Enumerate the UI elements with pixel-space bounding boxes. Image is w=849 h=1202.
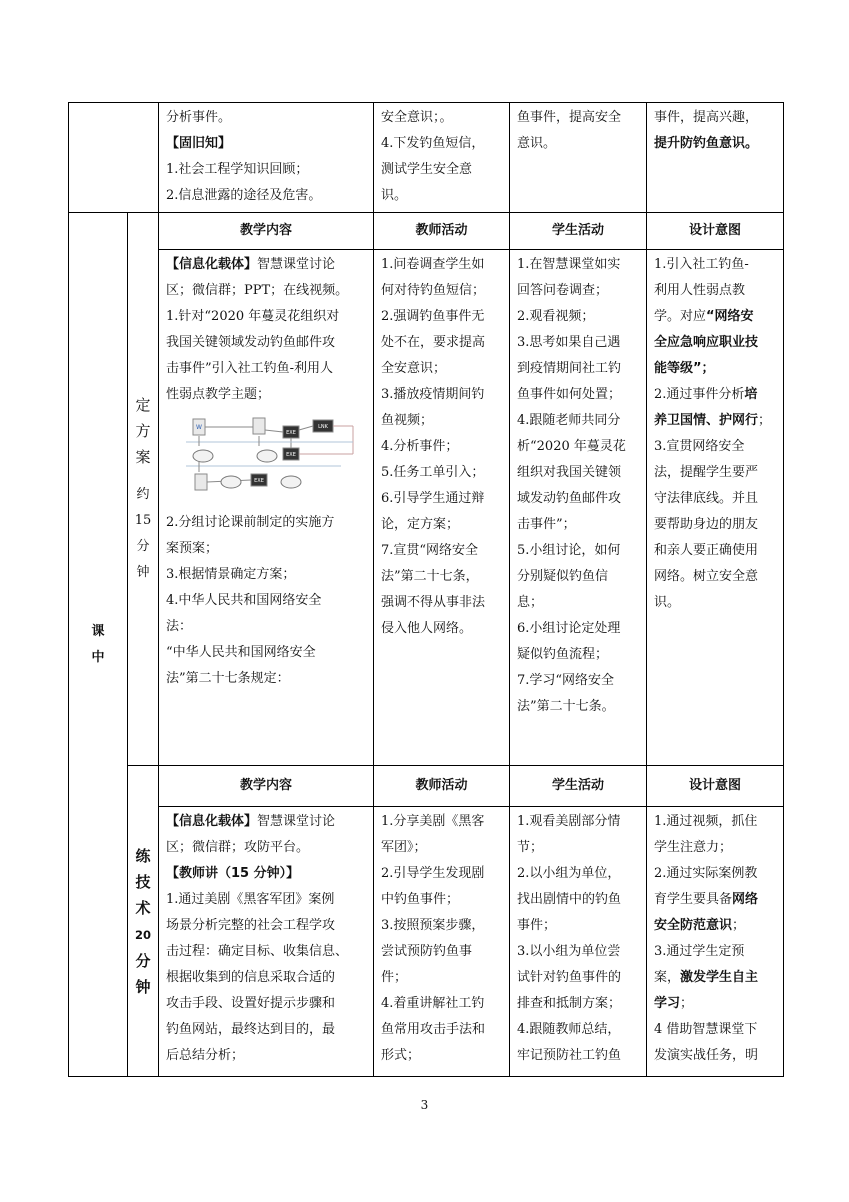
text-line: 提升防钓鱼意识。 <box>654 136 759 151</box>
text-line <box>654 486 777 512</box>
lesson-plan-table <box>68 102 784 1077</box>
text-run: 击过程：确定目标、收集信息、 <box>166 944 349 959</box>
text-line: 3.根据情景确定方案； <box>166 567 296 582</box>
teacher-cell <box>374 103 510 213</box>
text-line <box>166 1017 367 1043</box>
table-row <box>69 213 784 250</box>
text-line <box>166 965 367 991</box>
text-line: 4.分析事件； <box>381 439 459 454</box>
text-line: 试针对钓鱼事件的 <box>517 970 622 985</box>
text-line <box>166 1043 367 1069</box>
text-line: 找出剧情中的钓鱼 <box>517 892 622 907</box>
text-line <box>654 564 777 590</box>
text-line: 节； <box>517 840 544 855</box>
text-line: 法”第二十七条。 <box>517 699 615 714</box>
text-line <box>654 1017 777 1043</box>
text-run: 3.通过学生定预 <box>654 944 745 959</box>
text-line: 案预案； <box>166 541 219 556</box>
text-line: 1.分享美剧《黑客 <box>381 814 485 829</box>
text-line: 域发动钓鱼邮件攻 <box>517 491 622 506</box>
text-line: 2.以小组为单位， <box>517 866 621 881</box>
stage-char: 课 <box>91 623 105 639</box>
text-line: 测试学生安全意 <box>381 162 473 177</box>
text-run: 击事件”引入社工钓鱼-利用人 <box>166 361 334 376</box>
text-run: 要帮助身边的朋友 <box>654 517 759 532</box>
text-run: 4 借助智慧课堂下 <box>654 1022 758 1037</box>
section-char: 定 <box>135 396 151 414</box>
text-line: 法”第二十七条， <box>381 569 479 584</box>
table-row <box>69 766 784 807</box>
text-line: 7.学习“网络安全 <box>517 673 615 688</box>
text-line: 1.社会工程学知识回顾； <box>166 162 309 177</box>
text-line <box>166 861 367 887</box>
text-line <box>654 512 777 538</box>
bold-text: 【教师讲（15 分钟）】 <box>166 866 300 881</box>
text-line <box>654 913 777 939</box>
text-line <box>654 887 777 913</box>
section-char: 案 <box>135 448 151 466</box>
text-line: 7.宣贯“网络安全 <box>381 543 479 558</box>
text-line <box>166 913 367 939</box>
text-line <box>654 538 777 564</box>
text-line <box>166 939 367 965</box>
teacher-cell <box>374 807 510 1077</box>
stage-label-in-class <box>69 213 128 1077</box>
text-run: 3.宣贯网络安全 <box>654 439 745 454</box>
text-line: 鱼事件如何处置； <box>517 387 622 402</box>
text-run: 攻击手段、设置好提示步骤和 <box>166 996 336 1011</box>
text-line: 法： <box>166 619 193 634</box>
section-time: 分 <box>135 951 151 970</box>
text-run: 后总结分析； <box>166 1048 245 1063</box>
table-row <box>69 807 784 1077</box>
text-line <box>166 330 367 356</box>
text-line: 牢记预防社工钓鱼 <box>517 1048 622 1063</box>
bold-text: 学习 <box>654 996 681 1011</box>
bold-text: 安全防范意识 <box>654 918 733 933</box>
text-line: 鱼视频； <box>381 413 434 428</box>
section-time: 钟 <box>136 565 150 580</box>
empty-cell <box>69 103 159 213</box>
header-content: 教学内容 <box>159 766 374 807</box>
text-run: ； <box>758 413 772 428</box>
header-teacher: 教师活动 <box>374 213 510 250</box>
text-line: 论，定方案； <box>381 517 460 532</box>
text-line: 3.思考如果自己遇 <box>517 335 621 350</box>
text-run: 学生注意力； <box>654 840 733 855</box>
diagram-label: LNK <box>318 424 328 430</box>
text-run: ； <box>732 918 746 933</box>
section-label-practice <box>128 766 159 1077</box>
text-line <box>654 434 777 460</box>
bold-text: 养卫国情、护网行 <box>654 413 759 428</box>
text-line <box>654 835 777 861</box>
table-row <box>69 250 784 766</box>
header-student: 学生活动 <box>510 766 647 807</box>
text-line: 2.信息泄露的途径及危害。 <box>166 188 322 203</box>
text-run: 智慧课堂讨论 <box>257 814 336 829</box>
text-run: 守法律底线。并且 <box>654 491 759 506</box>
text-line: 6.引导学生通过辩 <box>381 491 485 506</box>
text-line <box>654 991 777 1017</box>
text-run: 育学生要具备 <box>654 892 733 907</box>
design-cell <box>647 103 784 213</box>
content-cell <box>159 103 374 213</box>
design-cell <box>647 807 784 1077</box>
text-line: 事件； <box>517 918 557 933</box>
text-line <box>654 304 777 330</box>
teacher-cell <box>374 250 510 766</box>
text-line: 4.中华人民共和国网络安全 <box>166 593 322 608</box>
bold-text: 能等级”； <box>654 361 715 376</box>
text-run: 2.通过实际案例教 <box>654 866 758 881</box>
section-time: 20 <box>134 927 151 942</box>
text-run: 和亲人要正确使用 <box>654 543 759 558</box>
bold-text: 【信息化载体】 <box>166 257 258 272</box>
header-design: 设计意图 <box>647 213 784 250</box>
bold-text: “网络安 <box>706 309 754 324</box>
text-line <box>166 278 367 304</box>
text-line: 形式； <box>381 1048 421 1063</box>
text-run: 1.针对“2020 年蔓灵花组织对 <box>166 309 340 324</box>
text-run: 1.通过美剧《黑客军团》案例 <box>166 892 335 907</box>
text-line: 件； <box>381 970 408 985</box>
text-line: 1.观看美剧部分情 <box>517 814 621 829</box>
page-number: 3 <box>420 1098 429 1112</box>
text-line: 析“2020 年蔓灵花 <box>517 439 626 454</box>
text-line <box>166 809 367 835</box>
text-line <box>654 356 777 382</box>
text-line: 2.引导学生发现剧 <box>381 866 485 881</box>
text-run: 我国关键领域发动钓鱼邮件攻 <box>166 335 336 350</box>
text-line: 4.下发钓鱼短信， <box>381 136 485 151</box>
text-run: 识。 <box>654 595 681 610</box>
text-line <box>654 861 777 887</box>
text-run: 区；微信群；攻防平台。 <box>166 840 310 855</box>
text-line <box>166 304 367 330</box>
diagram-label: EXE <box>254 478 264 484</box>
text-line: 6.小组讨论定处理 <box>517 621 621 636</box>
header-student: 学生活动 <box>510 213 647 250</box>
text-line: 军团》； <box>381 840 427 855</box>
text-line <box>654 408 777 434</box>
text-line <box>654 809 777 835</box>
text-run: 1.引入社工钓鱼- <box>654 257 749 272</box>
section-time: 约 <box>136 487 150 502</box>
text-line: 1.问卷调查学生如 <box>381 257 485 272</box>
design-cell <box>647 250 784 766</box>
text-line <box>654 278 777 304</box>
text-run: 利用人性弱点教 <box>654 283 746 298</box>
text-line <box>654 460 777 486</box>
header-content: 教学内容 <box>159 213 374 250</box>
text-line <box>654 330 777 356</box>
text-run: 钓鱼网站，最终达到目的，最 <box>166 1022 336 1037</box>
text-line: 【固旧知】 <box>166 136 232 151</box>
text-line: 侵入他人网络。 <box>381 621 473 636</box>
text-line: 5.小组讨论，如何 <box>517 543 621 558</box>
text-run: 区；微信群；PPT；在线视频。 <box>166 283 349 298</box>
text-line <box>654 1043 777 1069</box>
text-line: 5.任务工单引入； <box>381 465 485 480</box>
text-run: 发演实战任务，明 <box>654 1048 759 1063</box>
stage-char: 中 <box>91 649 105 665</box>
text-line <box>166 382 367 408</box>
text-line: 意识。 <box>517 136 557 151</box>
text-line <box>654 382 777 408</box>
section-time: 分 <box>136 539 150 554</box>
text-line: 息； <box>517 595 544 610</box>
phishing-flow-diagram <box>171 414 361 506</box>
text-line: 1.在智慧课堂如实 <box>517 257 621 272</box>
text-line: 到疫情期间社工钓 <box>517 361 622 376</box>
text-run: 法，提醒学生要严 <box>654 465 759 480</box>
header-teacher: 教师活动 <box>374 766 510 807</box>
text-line: 组织对我国关键领 <box>517 465 622 480</box>
text-line: 处不在，要求提高 <box>381 335 486 350</box>
text-line <box>654 252 777 278</box>
bold-text: 【信息化载体】 <box>166 814 258 829</box>
text-line: 4.跟随老师共同分 <box>517 413 621 428</box>
section-char: 技 <box>135 872 151 891</box>
text-line: 4.着重讲解社工钓 <box>381 996 485 1011</box>
bold-text: 网络 <box>732 892 759 907</box>
text-line <box>166 991 367 1017</box>
text-line: 识。 <box>381 188 408 203</box>
text-line: 尝试预防钓鱼事 <box>381 944 473 959</box>
text-line: 分析事件。 <box>166 110 232 125</box>
content-cell <box>159 807 374 1077</box>
text-line <box>166 835 367 861</box>
text-run: 2.通过事件分析 <box>654 387 745 402</box>
text-line: 疑似钓鱼流程； <box>517 647 609 662</box>
bold-text: 培 <box>744 387 758 402</box>
table-row <box>69 103 784 213</box>
text-line: “中华人民共和国网络安全 <box>166 645 316 660</box>
text-line <box>166 252 367 278</box>
header-design: 设计意图 <box>647 766 784 807</box>
text-line: 分别疑似钓鱼信 <box>517 569 609 584</box>
text-line <box>654 965 777 991</box>
bold-text: 激发学生自主 <box>680 970 759 985</box>
section-char: 练 <box>135 846 151 865</box>
section-char: 方 <box>135 422 151 440</box>
text-run: 网络。树立安全意 <box>654 569 759 584</box>
text-run: 场景分析完整的社会工程学攻 <box>166 918 336 933</box>
text-line: 2.分组讨论课前制定的实施方 <box>166 515 335 530</box>
text-run: 案， <box>654 970 681 985</box>
text-line: 2.观看视频； <box>517 309 595 324</box>
text-line: 4.跟随教师总结， <box>517 1022 621 1037</box>
text-run: 1.通过视频，抓住 <box>654 814 758 829</box>
section-time: 钟 <box>135 977 151 996</box>
bold-text: 全应急响应职业技 <box>654 335 759 350</box>
text-line: 法”第二十七条规定： <box>166 671 290 686</box>
text-line: 排查和抵制方案； <box>517 996 622 1011</box>
section-time: 15 <box>134 513 152 528</box>
text-run: 学。对应 <box>654 309 707 324</box>
student-cell <box>510 250 647 766</box>
diagram-label: EXE <box>286 430 296 436</box>
text-line: 2.强调钓鱼事件无 <box>381 309 485 324</box>
text-line: 3.以小组为单位尝 <box>517 944 621 959</box>
text-run: ； <box>680 996 694 1011</box>
diagram-label: W <box>196 424 202 431</box>
text-line <box>166 887 367 913</box>
text-run: 根据收集到的信息采取合适的 <box>166 970 336 985</box>
text-line: 事件，提高兴趣， <box>654 110 759 125</box>
student-cell <box>510 103 647 213</box>
content-cell <box>159 250 374 766</box>
diagram-label: EXE <box>286 452 296 458</box>
text-line: 击事件”； <box>517 517 576 532</box>
student-cell <box>510 807 647 1077</box>
text-line: 3.按照预案步骤， <box>381 918 485 933</box>
text-line: 回答问卷调查； <box>517 283 609 298</box>
text-line: 强调不得从事非法 <box>381 595 486 610</box>
text-line: 何对待钓鱼短信； <box>381 283 486 298</box>
text-line: 鱼事件，提高安全 <box>517 110 622 125</box>
text-line: 全安意识； <box>381 361 447 376</box>
text-line <box>166 356 367 382</box>
text-line <box>654 939 777 965</box>
text-run: 智慧课堂讨论 <box>257 257 336 272</box>
text-line: 鱼常用攻击手法和 <box>381 1022 486 1037</box>
text-line: 3.播放疫情期间钓 <box>381 387 485 402</box>
text-line <box>654 590 777 616</box>
text-line: 中钓鱼事件； <box>381 892 460 907</box>
text-run: 性弱点教学主题； <box>166 387 271 402</box>
text-line: 安全意识；。 <box>381 110 453 125</box>
section-char: 术 <box>135 898 151 917</box>
section-label-plan <box>128 213 159 766</box>
